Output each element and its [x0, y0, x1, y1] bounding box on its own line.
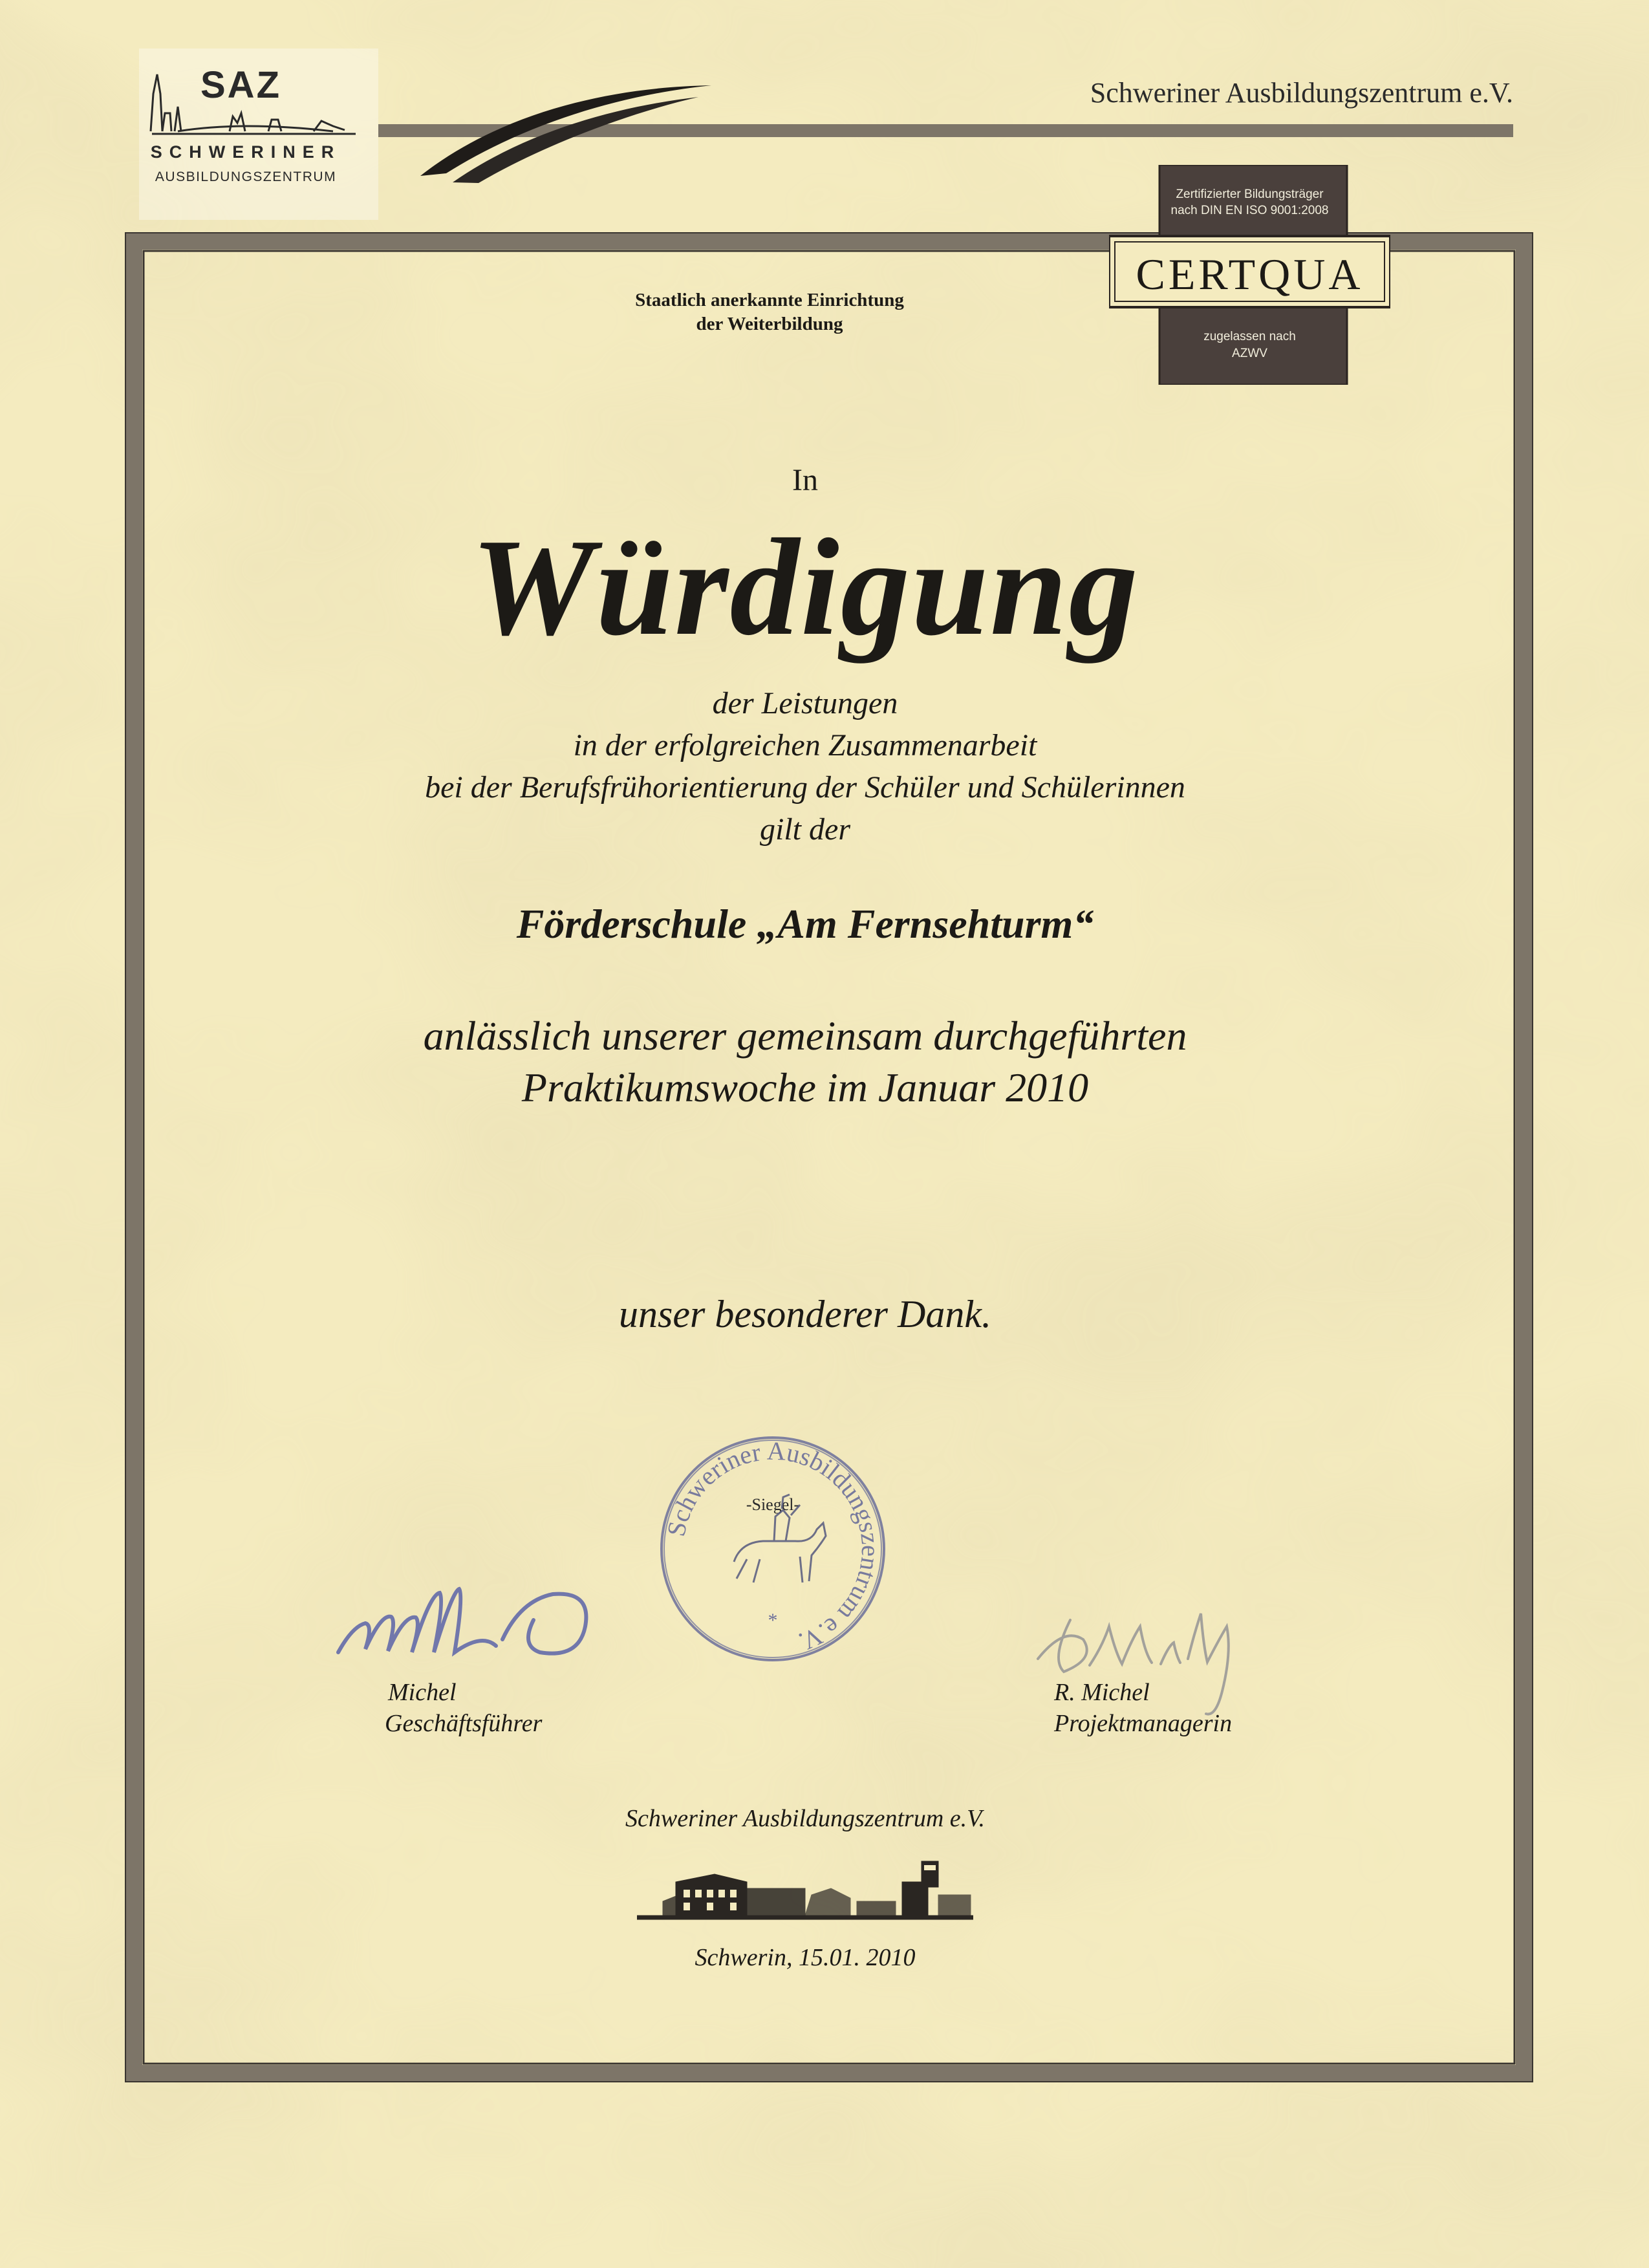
certqua-azwv-label: AZWV: [1232, 347, 1267, 360]
thanks-line: unser besonderer Dank.: [618, 1293, 991, 1335]
signatory-role-right: Projektmanagerin: [1054, 1710, 1233, 1737]
certqua-certified-label: Zertifizierter Bildungsträger: [1176, 188, 1324, 201]
saz-logo-abbreviation: SAZ: [200, 64, 281, 106]
reason-line: Praktikumswoche im Januar 2010: [521, 1064, 1089, 1110]
reason-line: anlässlich unserer gemeinsam durchgeführten: [423, 1013, 1187, 1059]
certqua-wordmark: CERTQUA: [1136, 250, 1364, 299]
recipient-name: Förderschule „Am Fernsehturm“: [516, 901, 1094, 947]
certqua-iso-label: nach DIN EN ISO 9001:2008: [1170, 204, 1329, 217]
saz-logo-name-line1: SCHWERINER: [150, 142, 341, 162]
signatory-role-left: Geschäftsführer: [385, 1710, 543, 1737]
body-line: der Leistungen: [712, 686, 898, 720]
signatory-name-right: R. Michel: [1054, 1679, 1150, 1706]
footer-organization: Schweriner Ausbildungszentrum e.V.: [625, 1805, 985, 1832]
saz-logo-name-line2: AUSBILDUNGSZENTRUM: [155, 169, 337, 184]
body-line: bei der Berufsfrühorientierung der Schüler und Schülerinnen: [425, 770, 1185, 805]
signature-left: [327, 1555, 611, 1675]
certqua-admitted-label: zugelassen nach: [1203, 330, 1296, 343]
accreditation-line-2: der Weiterbildung: [696, 314, 843, 334]
accreditation-line-1: Staatlich anerkannte Einrichtung: [635, 290, 904, 310]
building-illustration: [637, 1850, 973, 1927]
certificate-headline: Würdigung: [471, 510, 1139, 664]
seal-star: *: [768, 1610, 778, 1631]
place-and-date: Schwerin, 15.01. 2010: [695, 1944, 916, 1971]
seal-label: -Siegel-: [746, 1495, 800, 1514]
certificate-intro: In: [792, 463, 818, 497]
body-line: gilt der: [760, 812, 850, 847]
signatory-name-left: Michel: [388, 1679, 457, 1706]
body-line: in der erfolgreichen Zusammenarbeit: [573, 728, 1037, 762]
header-organization-name: Schweriner Ausbildungszentrum e.V.: [1090, 77, 1513, 109]
official-seal: [656, 1432, 889, 1665]
seal-ring-text: Schweriner Ausbildungszentrum e.V.: [661, 1436, 886, 1658]
